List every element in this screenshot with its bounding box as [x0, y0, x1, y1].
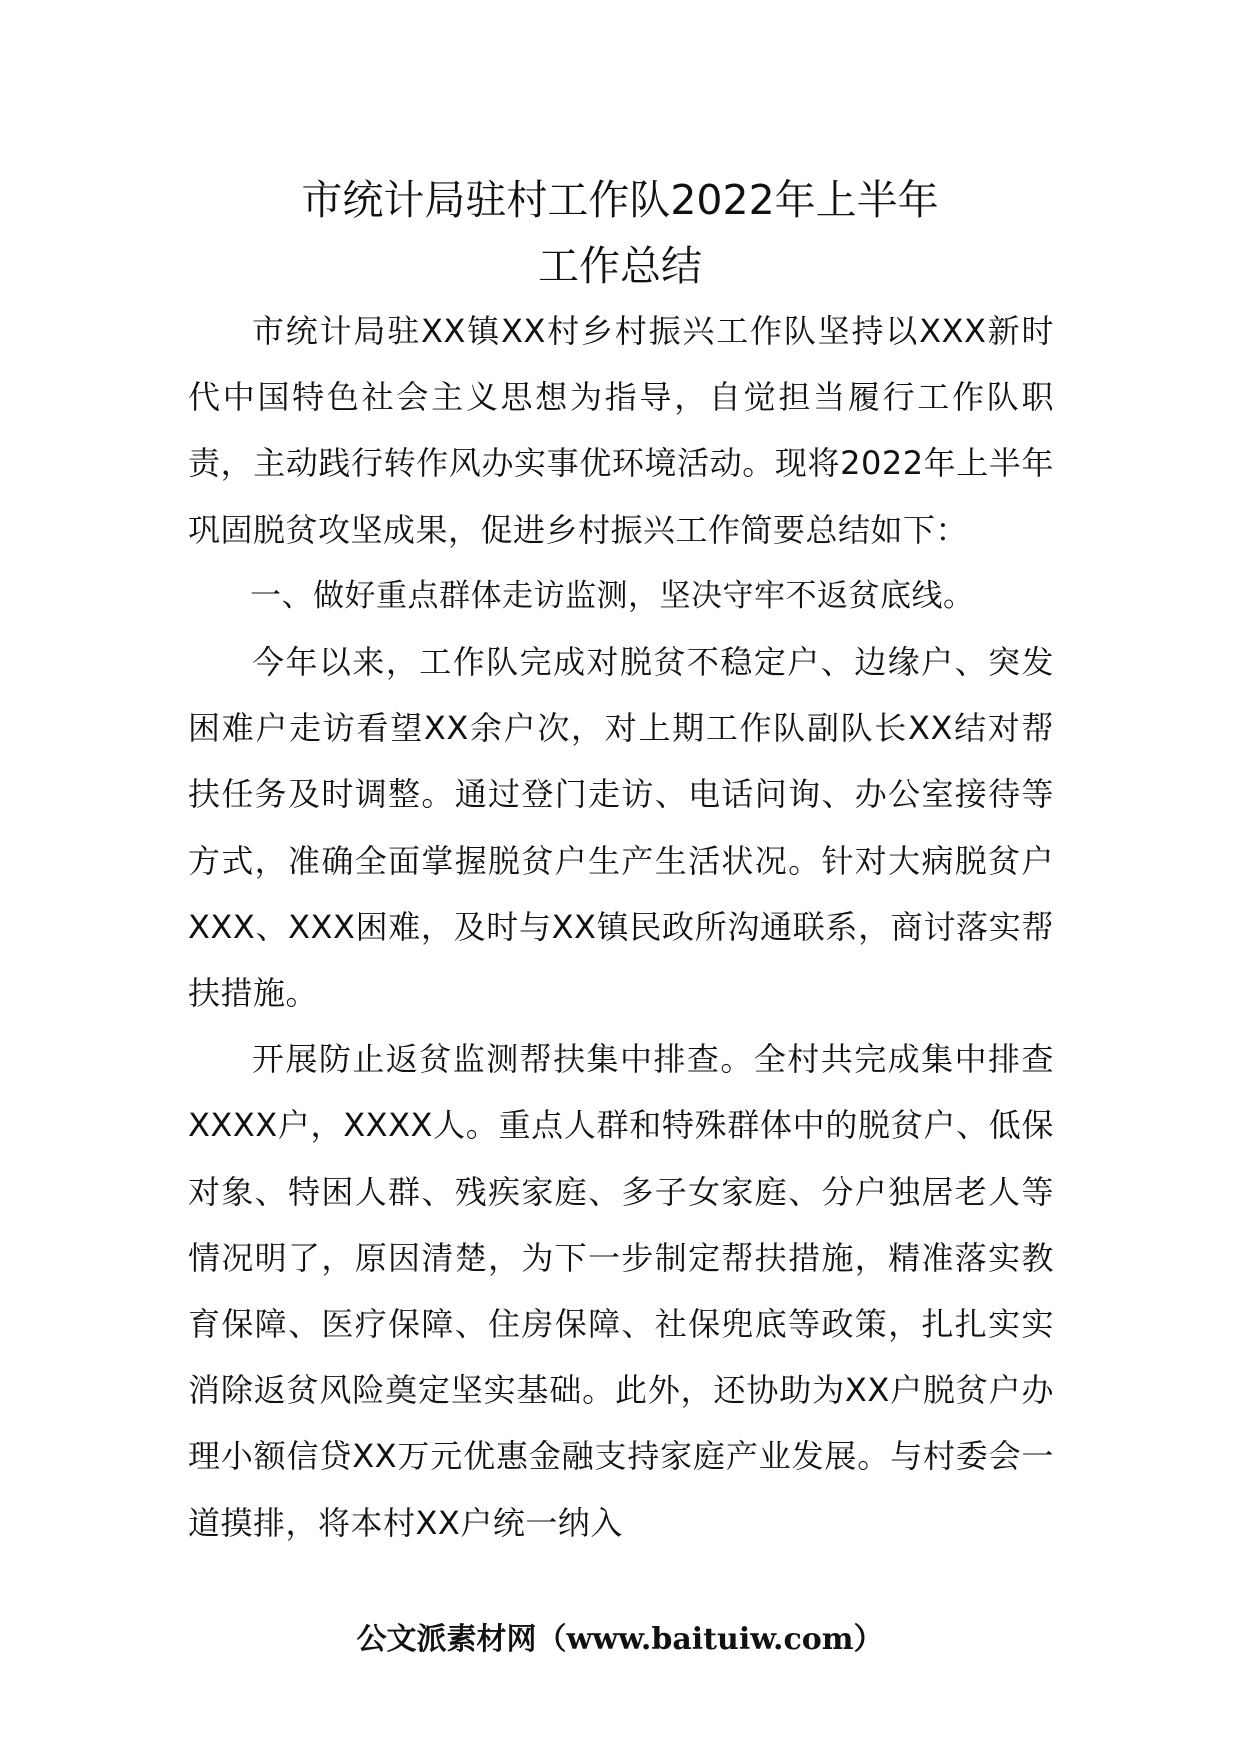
document-body — [188, 298, 1054, 1556]
section-heading-1: 一、做好重点群体走访监测，坚决守牢不返贫底线。 — [250, 577, 975, 614]
footer-watermark-text: 公文派素材网（www.baituiw.com） — [356, 1622, 884, 1657]
document-title-line-2: 工作总结 — [538, 242, 702, 290]
body-paragraph-screening: 开展防止返贫监测帮扶集中排查。全村共完成集中排查XXXX户，XXXX人。重点人群和特殊群体中的脱贫户、低保对象、特困人群、残疾家庭、多子女家庭、分户独居老人等情况明了，原因清楚，为下一步制定帮扶措施，精准落实教育保障、医疗保障、住房保障、社保兜底等政策，扎扎实实消除返贫风险奠定坚实基础。此外，还协助为XX户脱贫户办理小额信贷XX万元优惠金融支持家庭产业发展。与村委会一道摸排，将本村XX户统一纳入 — [188, 1040, 1054, 1542]
document-title-line-1: 市统计局驻村工作队2022年上半年 — [301, 176, 939, 224]
body-paragraph-visits: 今年以来，工作队完成对脱贫不稳定户、边缘户、突发困难户走访看望XX余户次，对上期工作队副队长XX结对帮扶任务及时调整。通过登门走访、电话问询、办公室接待等方式，准确全面掌握脱贫户生产生活状况。针对大病脱贫户XXX、XXX困难，及时与XX镇民政所沟通联系，商讨落实帮扶措施。 — [188, 643, 1054, 1013]
intro-paragraph: 市统计局驻XX镇XX村乡村振兴工作队坚持以XXX新时代中国特色社会主义思想为指导，自觉担当履行工作队职责，主动践行转作风办实事优环境活动。现将2022年上半年巩固脱贫攻坚成果，促进乡村振兴工作简要总结如下： — [188, 312, 1054, 549]
